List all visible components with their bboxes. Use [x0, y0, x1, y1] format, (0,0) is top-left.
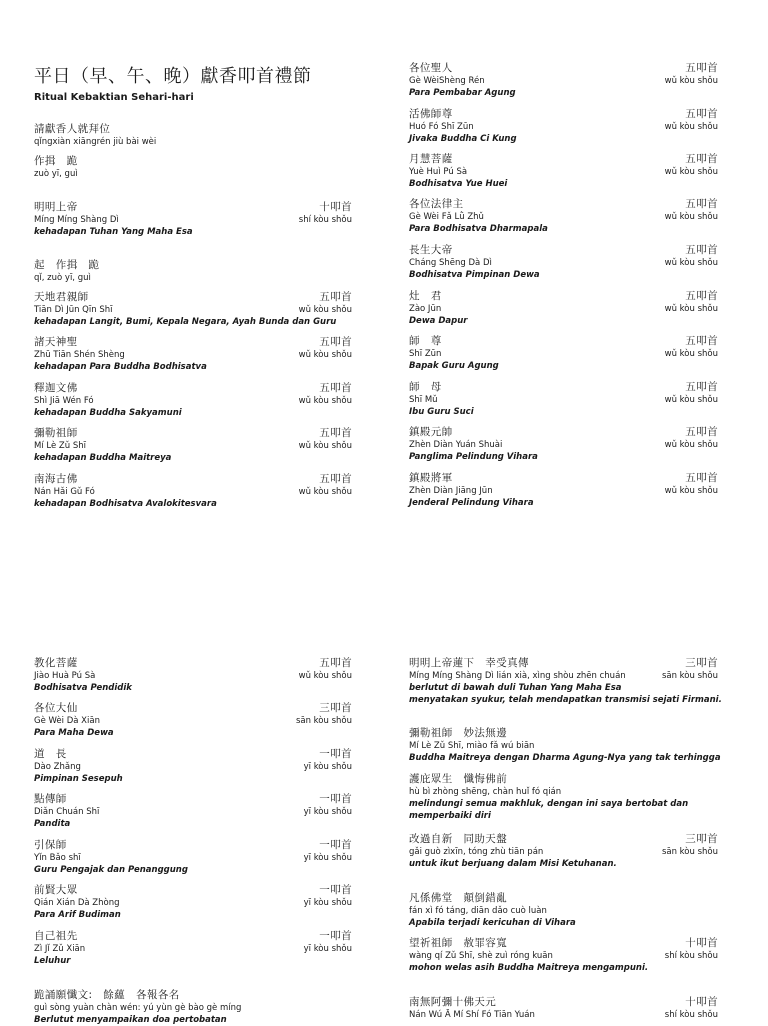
kowtow-pinyin: wǔ kòu shǒu [664, 349, 718, 359]
pinyin-text: Jiào Huà Pú Sà [34, 671, 96, 681]
kowtow-pinyin: wǔ kòu shǒu [298, 396, 352, 406]
pinyin-text: Mí Lè Zǔ Shī, miào fǎ wú biān [409, 741, 535, 751]
indonesian-text: kehadapan Bodhisatva Avalokitesvara [34, 499, 217, 509]
kowtow-count: 五叩首 [685, 290, 718, 302]
entry-da-xian [34, 701, 352, 739]
zh-text: 明明上帝蓮下 幸受真傳 [409, 657, 529, 669]
pinyin-text: wàng qí Zǔ Shī, shè zuì róng kuān [409, 951, 553, 961]
indonesian-text: Pimpinan Sesepuh [34, 774, 123, 784]
kowtow-count: 十叩首 [319, 201, 352, 213]
zh-text: 望祈祖師 赦罪容寬 [409, 937, 508, 949]
zh-text: 跪誦願懺文: 餘蘊 各報各名 [34, 989, 180, 1001]
entry-gui-song [34, 988, 352, 1026]
kowtow-count: 五叩首 [685, 335, 718, 347]
pinyin-text: hù bì zhòng shēng, chàn huǐ fó qián [409, 787, 562, 797]
zh-text: 釋迦文佛 [34, 382, 78, 394]
kowtow-count: 五叩首 [319, 336, 352, 348]
indonesian-text: Buddha Maitreya dengan Dharma Agung-Nya yang tak terhingga [409, 753, 721, 763]
zh-text: 護庇眾生 懺悔佛前 [409, 773, 508, 785]
page-title: 平日（早、午、晚）獻香叩首禮節 [34, 66, 312, 87]
page-subtitle: Ritual Kebaktian Sehari-hari [34, 92, 194, 103]
kowtow-pinyin: wǔ kòu shǒu [298, 305, 352, 315]
entry-wang-qi [409, 936, 718, 974]
kowtow-pinyin: wǔ kòu shǒu [298, 441, 352, 451]
kowtow-pinyin: yī kòu shǒu [303, 807, 352, 817]
entry-gai-guo [409, 832, 718, 870]
zh-text: 師 母 [409, 381, 442, 393]
kowtow-count: 五叩首 [685, 198, 718, 210]
pinyin-text: qǐ, zuò yī, guì [34, 273, 91, 283]
zh-text: 南無阿彌十佛天元 [409, 996, 497, 1008]
kowtow-count: 三叩首 [319, 702, 352, 714]
kowtow-pinyin: wǔ kòu shǒu [298, 671, 352, 681]
pinyin-text: Yǐn Bǎo shī [34, 853, 81, 863]
entry-miao-fa [409, 726, 721, 764]
indonesian-text: Para Pembabar Agung [409, 88, 516, 98]
entry-hu-bi [409, 772, 718, 822]
zh-text: 彌勒祖師 [34, 427, 78, 439]
kowtow-count: 一叩首 [319, 839, 352, 851]
indonesian-text: berlutut di bawah duli Tuhan Yang Maha Esa [409, 683, 622, 693]
section-bottom-left [34, 0, 352, 1024]
pinyin-text: Diǎn Chuán Shī [34, 807, 100, 817]
kowtow-count: 五叩首 [685, 381, 718, 393]
zh-text: 鎮殿將軍 [409, 472, 453, 484]
kowtow-pinyin: wǔ kòu shǒu [664, 76, 718, 86]
entry-dian-chuan-shi [34, 792, 352, 830]
kowtow-count: 一叩首 [319, 884, 352, 896]
kowtow-pinyin: shí kòu shǒu [298, 215, 352, 225]
zh-text: 自己祖先 [34, 930, 78, 942]
pinyin-text: Gè Wèi Fǎ Lǜ Zhǔ [409, 212, 484, 222]
zh-text: 教化菩薩 [34, 657, 78, 669]
kowtow-pinyin: wǔ kòu shǒu [664, 304, 718, 314]
entry-lian-xia [409, 656, 722, 706]
pinyin-text: Nán Hǎi Gǔ Fó [34, 487, 95, 497]
kowtow-count: 一叩首 [319, 930, 352, 942]
zh-text: 長生大帝 [409, 244, 453, 256]
pinyin-text: Zhèn Diàn Jiāng Jūn [409, 486, 493, 496]
indonesian-text: Para Bodhisatva Dharmapala [409, 224, 548, 234]
kowtow-count: 一叩首 [319, 793, 352, 805]
zh-text: 作揖 跪 [34, 155, 78, 167]
kowtow-pinyin: sān kòu shǒu [295, 716, 352, 726]
kowtow-pinyin: wǔ kòu shǒu [298, 487, 352, 497]
kowtow-pinyin: wǔ kòu shǒu [664, 212, 718, 222]
indonesian-text: mohon welas asih Buddha Maitreya mengampuni. [409, 963, 649, 973]
indonesian-text: kehadapan Para Buddha Bodhisatva [34, 362, 207, 372]
pinyin-text: fán xì fó táng, diān dǎo cuò luàn [409, 906, 547, 916]
pinyin-text: gǎi guò zìxīn, tóng zhù tiān pán [409, 847, 544, 857]
zh-text: 明明上帝 [34, 201, 78, 213]
kowtow-count: 五叩首 [685, 62, 718, 74]
indonesian-text: kehadapan Tuhan Yang Maha Esa [34, 227, 193, 237]
pinyin-text: Shì Jiā Wén Fó [34, 396, 94, 406]
kowtow-pinyin: wǔ kòu shǒu [664, 440, 718, 450]
zh-text: 各位法律主 [409, 198, 464, 210]
pinyin-text: Yuè Huì Pú Sà [409, 167, 468, 177]
indonesian-text: Pandita [34, 819, 71, 829]
zh-text: 灶 君 [409, 290, 442, 302]
pinyin-text: Mí Lè Zǔ Shī [34, 441, 86, 451]
pinyin-text: qǐngxiàn xiāngrén jiù bài wèi [34, 137, 157, 147]
zh-text: 月慧菩薩 [409, 153, 453, 165]
zh-text: 師 尊 [409, 335, 442, 347]
indonesian-text: Guru Pengajak dan Penanggung [34, 865, 188, 875]
zh-text: 道 長 [34, 748, 67, 760]
indonesian-text: kehadapan Buddha Sakyamuni [34, 408, 182, 418]
kowtow-pinyin: sān kòu shǒu [661, 671, 718, 681]
indonesian-text-line2: menyatakan syukur, telah mendapatkan transmisi sejati Firmani. [409, 695, 722, 705]
pinyin-text: guì sòng yuàn chàn wén: yú yùn gè bào gè míng [34, 1003, 242, 1013]
pinyin-text: zuò yī, guì [34, 169, 78, 179]
kowtow-pinyin: yī kòu shǒu [303, 944, 352, 954]
indonesian-text: Bodhisatva Pimpinan Dewa [409, 270, 540, 280]
pinyin-text: Shī Zūn [409, 349, 442, 359]
pinyin-text: Zì Jǐ Zǔ Xiān [34, 944, 86, 954]
indonesian-text: kehadapan Buddha Maitreya [34, 453, 172, 463]
pinyin-text: Zhèn Diàn Yuán Shuài [409, 440, 503, 450]
kowtow-pinyin: wǔ kòu shǒu [664, 486, 718, 496]
kowtow-pinyin: yī kòu shǒu [303, 853, 352, 863]
zh-text: 引保師 [34, 839, 67, 851]
zh-text: 前賢大眾 [34, 884, 78, 896]
pinyin-text: Míng Míng Shàng Dì lián xià, xìng shòu zhēn chuán [409, 671, 626, 681]
pinyin-text: Zào Jūn [409, 304, 442, 314]
kowtow-pinyin: shí kòu shǒu [664, 951, 718, 961]
section-bottom-right [409, 0, 722, 1024]
zh-text: 各位大仙 [34, 702, 78, 714]
indonesian-text: Bapak Guru Agung [409, 361, 499, 371]
kowtow-count: 五叩首 [319, 427, 352, 439]
pinyin-text: Dào Zhǎng [34, 762, 81, 772]
indonesian-text: Jenderal Pelindung Vihara [409, 498, 534, 508]
kowtow-pinyin: sān kòu shǒu [661, 847, 718, 857]
entry-fan-xi [409, 891, 718, 929]
entry-qian-xian [34, 883, 352, 921]
indonesian-text: melindungi semua makhluk, dengan ini saya bertobat dan [409, 799, 689, 809]
pinyin-text: Tiān Dì Jūn Qīn Shī [34, 305, 113, 315]
indonesian-text: Dewa Dapur [409, 316, 468, 326]
indonesian-text: Ibu Guru Suci [409, 407, 474, 417]
kowtow-count: 五叩首 [319, 382, 352, 394]
kowtow-count: 三叩首 [685, 657, 718, 669]
entry-yin-bao-shi [34, 838, 352, 876]
zh-text: 請獻香人就拜位 [34, 123, 111, 135]
kowtow-pinyin: wǔ kòu shǒu [664, 395, 718, 405]
pinyin-text: Zhū Tiān Shén Shèng [34, 350, 125, 360]
entry-zi-ji-zu-xian [34, 929, 352, 967]
pinyin-text: Qián Xián Dà Zhòng [34, 898, 120, 908]
pinyin-text: Míng Míng Shàng Dì [34, 215, 119, 225]
kowtow-count: 五叩首 [685, 244, 718, 256]
zh-text: 活佛師尊 [409, 108, 453, 120]
pinyin-text: Gè WèiShèng Rén [409, 76, 485, 86]
kowtow-count: 十叩首 [685, 996, 718, 1008]
entry-dao-zhang [34, 747, 352, 785]
indonesian-text: Para Maha Dewa [34, 728, 114, 738]
kowtow-pinyin: yī kòu shǒu [303, 762, 352, 772]
zh-text: 起 作揖 跪 [34, 259, 100, 271]
kowtow-count: 一叩首 [319, 748, 352, 760]
kowtow-pinyin: wǔ kòu shǒu [664, 167, 718, 177]
indonesian-text: Jivaka Buddha Ci Kung [409, 134, 517, 144]
kowtow-count: 五叩首 [319, 291, 352, 303]
indonesian-text: Bodhisatva Yue Huei [409, 179, 508, 189]
kowtow-count: 五叩首 [685, 426, 718, 438]
kowtow-count: 十叩首 [685, 937, 718, 949]
zh-text: 天地君親師 [34, 291, 89, 303]
kowtow-pinyin: shí kòu shǒu [664, 1010, 718, 1020]
pinyin-text: Shī Mǔ [409, 395, 438, 405]
entry-jiao-hua [34, 656, 352, 694]
indonesian-text: Bodhisatva Pendidik [34, 683, 132, 693]
kowtow-count: 五叩首 [319, 657, 352, 669]
kowtow-pinyin: wǔ kòu shǒu [664, 258, 718, 268]
kowtow-pinyin: wǔ kòu shǒu [664, 122, 718, 132]
pinyin-text: Huó Fó Shī Zūn [409, 122, 474, 132]
indonesian-text: Berlutut menyampaikan doa pertobatan [34, 1015, 227, 1025]
kowtow-count: 五叩首 [685, 153, 718, 165]
entry-nan-wu [409, 995, 718, 1021]
zh-text: 諸天神聖 [34, 336, 78, 348]
zh-text: 改過自新 同助天盤 [409, 833, 508, 845]
zh-text: 各位聖人 [409, 62, 453, 74]
zh-text: 凡係佛堂 顛倒錯亂 [409, 892, 508, 904]
indonesian-text: untuk ikut berjuang dalam Misi Ketuhanan. [409, 859, 617, 869]
zh-text: 點傳師 [34, 793, 67, 805]
zh-text: 南海古佛 [34, 473, 78, 485]
indonesian-text-line2: memperbaiki diri [409, 811, 491, 821]
kowtow-pinyin: wǔ kòu shǒu [298, 350, 352, 360]
indonesian-text: Apabila terjadi kericuhan di Vihara [409, 918, 576, 928]
kowtow-pinyin: yī kòu shǒu [303, 898, 352, 908]
pinyin-text: Gè Wèi Dà Xiān [34, 716, 100, 726]
pinyin-text: Cháng Shēng Dà Dì [409, 258, 492, 268]
indonesian-text: Para Arif Budiman [34, 910, 121, 920]
indonesian-text: Leluhur [34, 956, 71, 966]
pinyin-text: Nán Wú Ā Mí Shí Fó Tiān Yuán [409, 1010, 535, 1020]
indonesian-text: kehadapan Langit, Bumi, Kepala Negara, Ayah Bunda dan Guru [34, 317, 337, 327]
kowtow-count: 三叩首 [685, 833, 718, 845]
indonesian-text: Panglima Pelindung Vihara [409, 452, 538, 462]
kowtow-count: 五叩首 [685, 472, 718, 484]
kowtow-count: 五叩首 [685, 108, 718, 120]
zh-text: 彌勒祖師 妙法無邊 [409, 727, 508, 739]
kowtow-count: 五叩首 [319, 473, 352, 485]
zh-text: 鎮殿元帥 [409, 426, 453, 438]
